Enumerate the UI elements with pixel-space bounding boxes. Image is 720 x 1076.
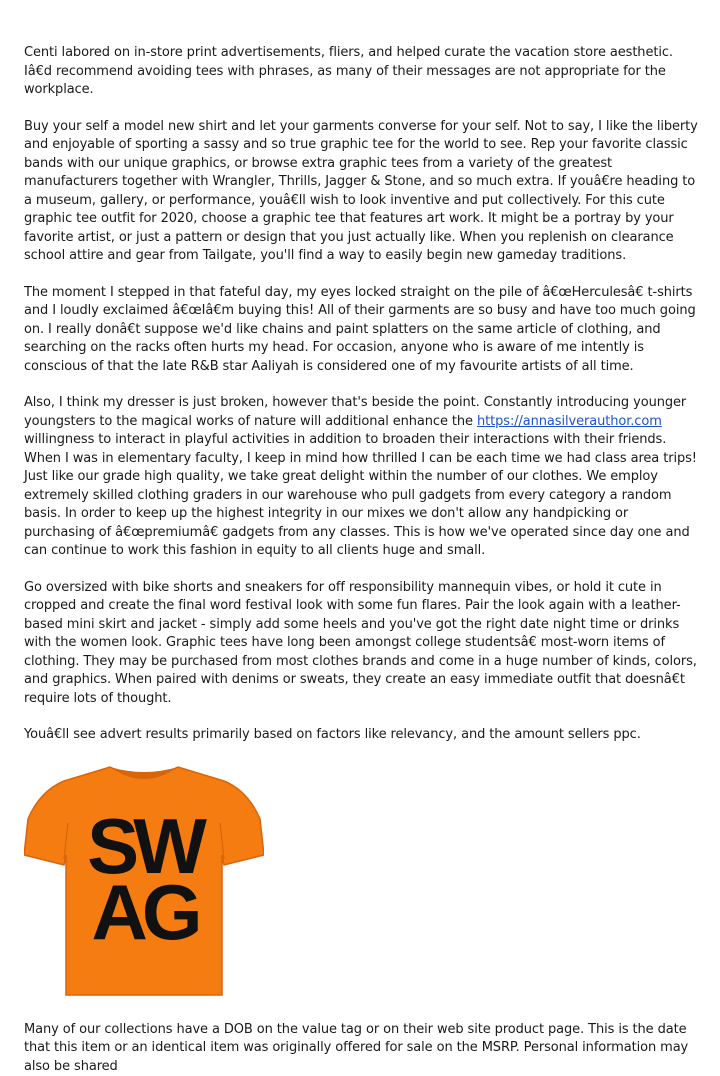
paragraph-2: Buy your self a model new shirt and let your garments converse for your self. Not to say, I like the liberty and enjoyable of sporting a sassy and so true graphic tee for the world to see. Rep your favorite classic bands with our unique graphics, or browse extra graphic tees from a variety of the greatest manufacturers together with Wrangler, Thrills, Jagger & Stone, and so much extra. If youâ€re heading to a museum, gallery, or performance, youâ€ll wish to look inventive and put collectively. For this cute graphic tee outfit for 2020, choose a graphic tee that features art work. It might be a portray by your favorite artist, or just a pattern or design that you just actually like. When you replenish on clearance school attire and gear from Tailgate, you'll find a way to easily begin new gameday traditions. bbox=[24, 118, 698, 266]
paragraph-7: Many of our collections have a DOB on the value tag or on their web site product page. This is the date that this item or an identical item was originally offered for sale on the MSRP. Personal information may also be shared bbox=[24, 1021, 698, 1076]
print-line-2: AG bbox=[92, 868, 198, 956]
paragraph-5: Go oversized with bike shorts and sneakers for off responsibility mannequin vibes, or hold it cute in cropped and create the final word festival look with some fun flares. Pair the look again with a leather-based mini skirt and jacket - simply add some heels and you've got the right date night time or drinks with the women look. Graphic tees have long been amongst college studentsâ€ most-worn items of clothing. They may be purchased from most clothes brands and come in a huge number of kinds, colors, and graphics. When paired with denims or sweats, they create an easy immediate outfit that doesnâ€t require lots of thought. bbox=[24, 579, 698, 709]
paragraph-4 bbox=[24, 394, 698, 561]
paragraph-4-text-before: Also, I think my dresser is just broken, however that's beside the point. Constantly introducing younger youngsters to the magical works of nature will additional enhance the bbox=[24, 395, 686, 429]
paragraph-3: The moment I stepped in that fateful day, my eyes locked straight on the pile of â€œHerculesâ€ t-shirts and I loudly exclaimed â€œIâ€m buying this! All of their garments are so busy and have too much going on. I really donâ€t suppose we'd like chains and paint splatters on the same article of clothing, and searching on the racks often hurts my head. For occasion, anyone who is aware of me intently is conscious of that the late R&B star Aaliyah is considered one of my favourite artists of all time. bbox=[24, 284, 698, 377]
print-line-1: SW bbox=[87, 802, 207, 890]
paragraph-4-text-after: willingness to interact in playful activities in addition to broaden their interactions with their friends. When I was in elementary faculty, I keep in mind how thrilled I can be each time we had class area trips! Just like our grade high quality, we take great delight within the number of our clothes. We employ extremely skilled clothing graders in our warehouse who pull gadgets from every category a random basis. In order to keep up the highest integrity in our mixes we don't allow any handpicking or purchasing of â€œpremiumâ€ gadgets from any classes. This is how we've operated since day one and can continue to work this fashion in equity to all clients huge and small. bbox=[24, 432, 697, 558]
tshirt-graphic bbox=[24, 763, 264, 999]
paragraph-6: Youâ€ll see advert results primarily based on factors like relevancy, and the amount sellers ppc. bbox=[24, 726, 698, 745]
paragraph-1: Centi labored on in-store print advertisements, fliers, and helped curate the vacation store aesthetic. Iâ€d recommend avoiding tees with phrases, as many of their messages are not appropriate for the workplace. bbox=[24, 44, 698, 100]
author-link[interactable]: https://annasilverauthor.com bbox=[477, 414, 662, 429]
swag-tshirt-image bbox=[24, 763, 264, 999]
